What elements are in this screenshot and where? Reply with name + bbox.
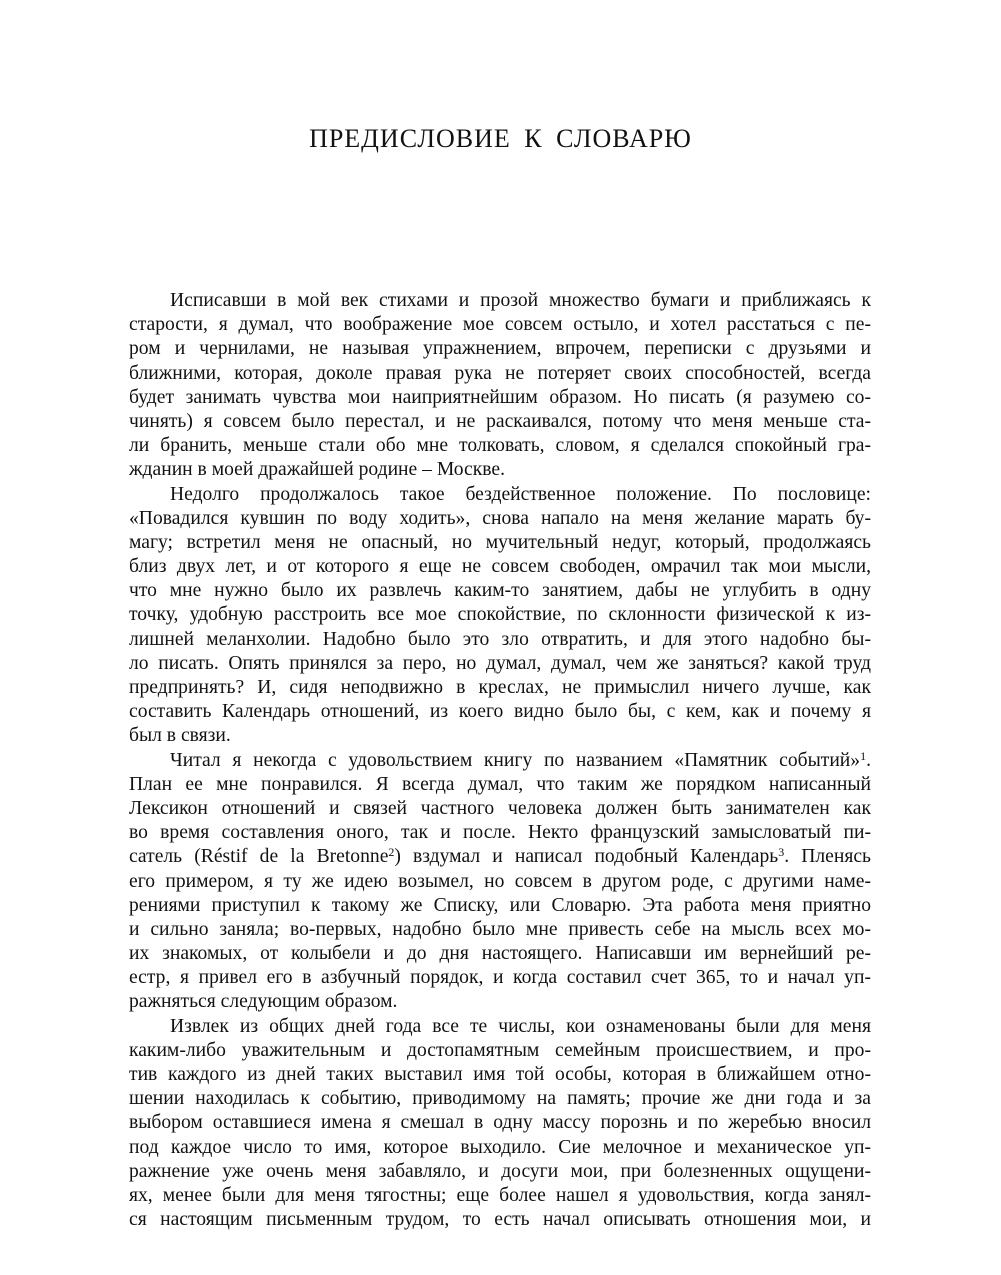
text-line: выбором оставшиеся имена я смешал в одну массу порознь и по жеребью вносил <box>129 1112 871 1134</box>
text-line: ли бранить, меньше стали обо мне толковать, словом, я сделался спокойный гра- <box>129 435 871 457</box>
page-title: ПРЕДИСЛОВИЕ К СЛОВАРЮ <box>309 124 692 153</box>
text-line: их знакомых, от колыбели и до дня настоящего. Написавши им вернейший ре- <box>129 943 871 965</box>
text-segment: сатель (Réstif de la Bretonne <box>129 846 389 868</box>
text-segment: . Пленясь <box>784 846 871 868</box>
text-line: тив каждого из дней таких выставил имя той особы, которая в ближайшем отно- <box>129 1064 871 1085</box>
text-segment: Читал я некогда с удовольствием книгу по названием «Памятник событий» <box>170 749 861 771</box>
text-line: ражнение уже очень меня забавляло, и досуги мои, при болезненных ощущени- <box>129 1160 871 1182</box>
text-line: ром и чернилами, не называя упражнением, впрочем, переписки с друзьями и <box>129 338 871 360</box>
text-line: лишней меланхолии. Надобно было это зло отвратить, и для этого надобно бы- <box>129 628 871 650</box>
text-line: чинять) я совсем было перестал, и не раскаивался, потому что меня меньше ста- <box>129 410 871 432</box>
text-line: естр, я привел его в азбучный порядок, и когда составил счет 365, то и начал уп- <box>129 967 871 989</box>
text-line: шении находилась к событию, приводимому на память; прочие же дни года и за <box>129 1088 871 1110</box>
text-segment: ) вздумал и написал подобный Календарь <box>394 846 779 868</box>
paragraph-2 <box>129 483 871 749</box>
text-line: что мне нужно было их развлечь каким-то занятием, дабы не углубить в одну <box>129 580 871 602</box>
text-line: его примером, я ту же идею возымел, но совсем в другом роде, с другими наме- <box>129 870 871 892</box>
text-line: жданин в моей дражайшей родине – Москве. <box>129 459 506 481</box>
text-line: под каждое число то имя, которое выходило. Сие мелочное и механическое уп- <box>129 1136 871 1158</box>
text-line: Извлек из общих дней года все те числы, кои ознаменованы были для меня <box>170 1015 871 1037</box>
text-line: ся настоящим письменным трудом, то есть начал описывать отношения мои, и <box>129 1209 871 1231</box>
footnote-marker: 3 <box>778 845 785 860</box>
text-line: во время составления оного, так и после. Некто французский замысловатый пи- <box>129 822 871 844</box>
paragraph-4 <box>129 1015 871 1233</box>
text-line: будет занимать чувства мои наиприятнейшим образом. Но писать (я разумею со- <box>129 386 871 408</box>
text-line: Недолго продолжалось такое бездейственное положение. По пословице: <box>170 483 871 505</box>
text-line: магу; встретил меня не опасный, но мучительный недуг, который, продолжаясь <box>129 531 871 553</box>
text-line: Исписавши в мой век стихами и прозой множество бумаги и приближаясь к <box>170 290 871 311</box>
footnote-marker: 1 <box>860 748 867 763</box>
text-line: ло писать. Опять принялся за перо, но думал, думал, чем же заняться? какой труд <box>129 652 871 674</box>
text-line: близ двух лет, и от которого я еще не совсем свободен, омрачил так мои мысли, <box>129 556 871 578</box>
paragraph-3 <box>129 749 871 1015</box>
text-line: составить Календарь отношений, из коего видно было бы, с кем, как и почему я <box>129 701 871 723</box>
text-line: старости, я думал, что воображение мое совсем остыло, и хотел расстаться с пе- <box>129 314 871 336</box>
text-line: Лексикон отношений и связей частного человека должен быть занимателен как <box>129 797 871 819</box>
text-line: ближними, которая, доколе правая рука не потеряет своих способностей, всегда <box>129 362 871 384</box>
text-line: точку, удобную расстроить все мое спокойствие, по склонности физической к из- <box>129 604 871 626</box>
text-line <box>129 749 871 773</box>
text-line: План ее мне понравился. Я всегда думал, что таким же порядком написанный <box>129 773 871 795</box>
paragraph-1 <box>129 289 871 483</box>
text-line: был в связи. <box>129 725 231 747</box>
text-segment: . <box>866 749 871 771</box>
text-line: и сильно заняла; во-первых, надобно было мне привесть себе на мысль всех мо- <box>129 918 871 940</box>
text-line <box>129 845 871 869</box>
text-line: рениями приступил к такому же Списку, или Словарю. Эта работа меня приятно <box>129 894 871 916</box>
text-line: предпринять? И, сидя неподвижно в креслах, не примыслил ничего лучше, как <box>129 677 871 698</box>
body-text <box>129 289 871 1232</box>
text-line: каким-либо уважительным и достопамятным семейным происшествием, и про- <box>129 1039 871 1061</box>
text-line: «Повадился кувшин по воду ходить», снова напало на меня желание марать бу- <box>129 507 871 529</box>
text-line: ях, менее были для меня тягостны; еще более нашел я удовольствия, когда занял- <box>129 1184 871 1206</box>
footnote-marker: 2 <box>388 845 395 860</box>
text-line: ражняться следующим образом. <box>129 991 398 1013</box>
